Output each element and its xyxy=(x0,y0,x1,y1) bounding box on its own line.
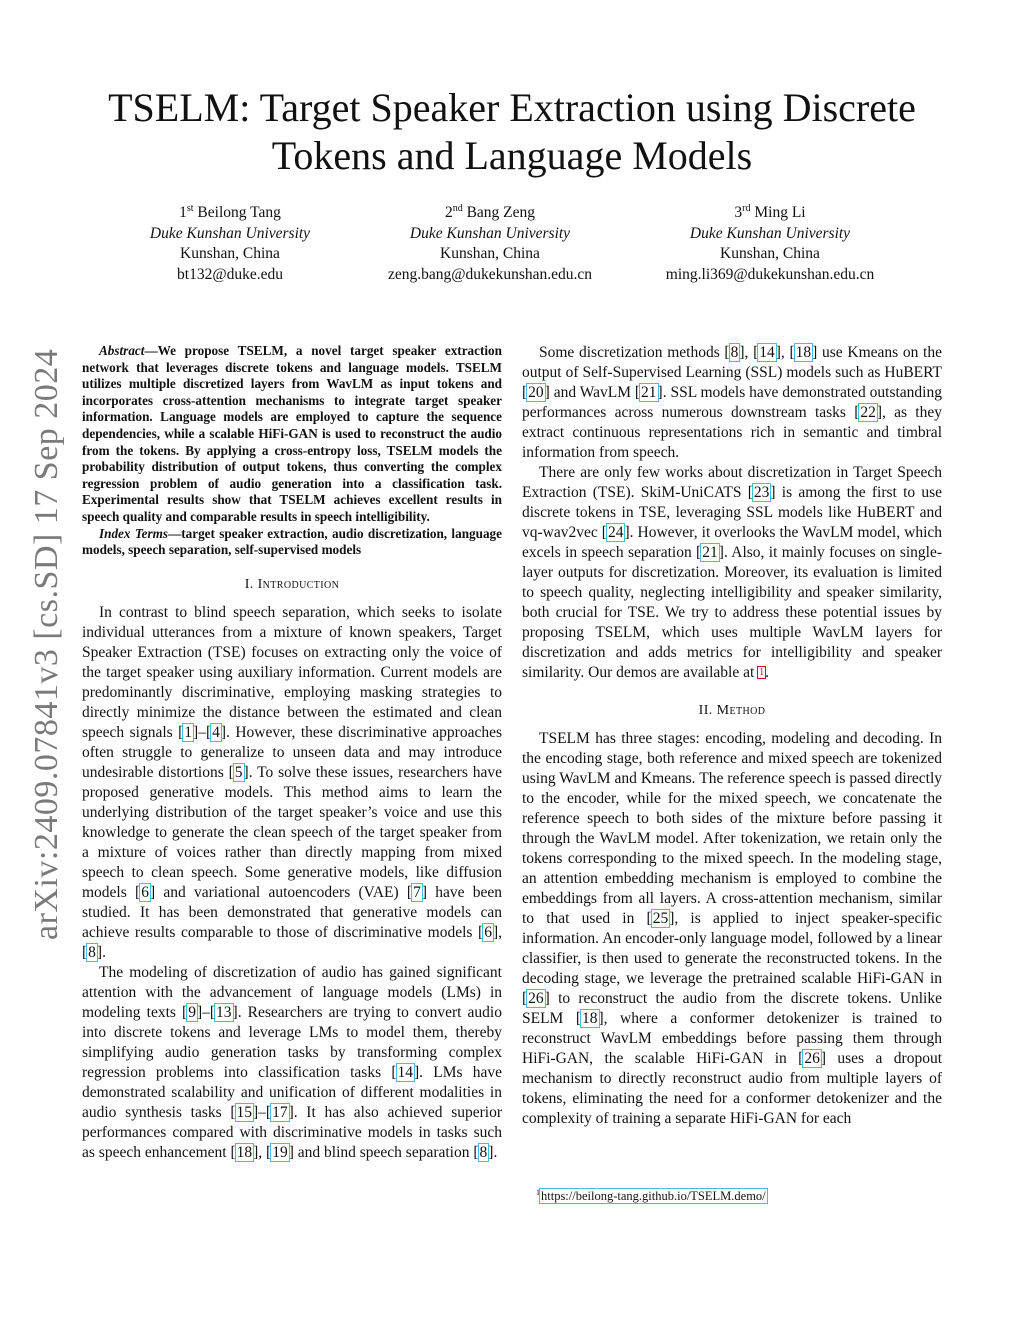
text-run: There are only few works about discretization in Target Speech Extraction (TSE). SkiM-UniCATS [ xyxy=(522,464,942,501)
author-affiliation: Duke Kunshan University xyxy=(409,224,571,242)
citation-link[interactable]: 5 xyxy=(234,763,243,781)
author-name: Bang Zeng xyxy=(466,204,536,221)
text-run: ]. However, it overlooks the WavLM model, which excels in speech separation [ xyxy=(522,524,943,561)
text-run: ]. Researchers are trying to convert audio into discrete tokens and leverage LMs to model them, thereby simplifying audio generation tasks by transforming complex regression problems into classification tasks [ xyxy=(82,1003,502,1081)
text-run: ], is applied to inject speaker-specific information. An encoder-only language model, followed by a linear classifier, is then used to generate the reconstructed tokens. In the decoding stage, we leverage the pretrained scalable HiFi-GAN in [ xyxy=(522,910,942,1007)
text-run: ]. SSL models have demonstrated outstanding performances across numerous downstream tasks [ xyxy=(522,384,942,421)
citation-link[interactable]: 15 xyxy=(236,1103,252,1121)
author-ordinal: 1 xyxy=(179,204,187,221)
footnote-mark: 1 xyxy=(536,1188,540,1197)
author-location: Kunshan, China xyxy=(180,245,280,262)
text-run: ], where a conformer detokenizer is trained to reconstruct WavLM embeddings before passing them through HiFi-GAN, the scalable HiFi-GAN in [ xyxy=(522,1010,942,1067)
paragraph xyxy=(522,463,942,683)
text-run: TSELM has three stages: encoding, modeling and decoding. In the encoding stage, both reference and mixed speech are tokenized using WavLM and Kmeans. The reference speech is passed directly to the encoder, while for the mixed speech, we concatenate the reference speech to both sides of the mixture before passing it through the WavLM model. After tokenization, we retain only the tokens corresponding to the mixed speech. In the modeling stage, an attention embedding mechanism is employed to combine the embeddings from all layers. A cross-attention mechanism, similar to that used in [ xyxy=(522,730,942,927)
index-terms-text: —target speaker extraction, audio discretization, language models, speech separation, self-supervised models xyxy=(82,525,502,558)
citation-link[interactable]: 21 xyxy=(702,544,718,561)
introduction-body xyxy=(82,603,502,1163)
text-run: In contrast to blind speech separation, which seeks to isolate individual utterances from a mixture of known speakers, Target Speaker Extraction (TSE) focuses on extracting only the voice of the target speaker using auxiliary information. Current models are predominantly discriminative, employing masking strategies to directly minimize the distance between the estimated and clean speech signals [ xyxy=(82,603,502,741)
citation-link[interactable]: 8 xyxy=(88,943,96,961)
author-3 xyxy=(610,203,930,285)
citation-link[interactable]: 4 xyxy=(212,723,220,741)
citation-link[interactable]: 18 xyxy=(236,1143,253,1161)
paragraph xyxy=(82,963,502,1163)
abstract-text: —We propose TSELM, a novel target speaker extraction network that leverages discrete tokens and language models. TSELM utilizes multiple discretized layers from WavLM as input tokens and incorporates cross-attention mechanisms to integrate target speaker information. Language models are employed to capture the sequence dependencies, while a scalable HiFi-GAN is used to reconstruct the audio from the tokens. By applying a cross-entropy loss, TSELM models the probability distribution of output tokens, thus converting the complex regression problem of audio generation into a classification task. Experimental results show that TSELM achieves excellent results in speech quality and comparable results in speech intelligibility. xyxy=(82,343,502,524)
text-run: ]–[ xyxy=(193,723,212,741)
text-run: . xyxy=(765,664,770,681)
left-column xyxy=(82,343,502,1163)
author-email: zeng.bang@dukekunshan.edu.cn xyxy=(387,265,593,283)
author-ordinal: 3 xyxy=(734,204,743,221)
text-run: ]. It has also achieved superior performances compared with discriminative models in tasks such as speech enhancement [ xyxy=(82,1103,502,1161)
text-run: ], as they extract continuous representations rich in semantic and timbral information from speech. xyxy=(522,404,942,461)
text-run: ] uses a dropout mechanism to directly reconstruct audio from multiple layers of tokens, eliminating the need for a conformer detokenizer and the complexity of training a separate HiFi-GAN for each xyxy=(522,1050,943,1127)
citation-link[interactable]: 26 xyxy=(528,990,544,1007)
arxiv-identifier: arXiv:2409.07841v3 [cs.SD] 17 Sep 2024 xyxy=(28,348,65,940)
text-run: ]–[ xyxy=(253,1103,272,1121)
section-heading-method: II. Method xyxy=(698,703,766,718)
section-heading-introduction: I. Introduction xyxy=(244,576,340,592)
citation-link[interactable]: 6 xyxy=(484,923,492,941)
text-run: ], [ xyxy=(775,344,795,361)
text-run: ] to reconstruct the audio from the discrete tokens. Unlike SELM [ xyxy=(522,990,942,1027)
author-affiliation: Duke Kunshan University xyxy=(149,224,311,242)
text-run: The modeling of discretization of audio has gained significant attention with the advancement of language models (LMs) in modeling texts [ xyxy=(82,963,502,1021)
index-terms-label: Index Terms xyxy=(99,525,169,541)
author-ordinal-suffix: rd xyxy=(742,202,751,214)
footnote-ref-link[interactable]: 1 xyxy=(759,667,765,678)
author-location: Kunshan, China xyxy=(720,245,820,262)
demo-link[interactable]: https://beilong-tang.github.io/TSELM.demo/ xyxy=(541,1189,766,1204)
abstract xyxy=(82,343,502,559)
citation-link[interactable]: 19 xyxy=(272,1143,288,1161)
text-run: ], [ xyxy=(82,923,502,961)
text-run: ]. xyxy=(96,943,106,961)
abstract-paragraph xyxy=(82,343,502,526)
text-run: ] and WavLM [ xyxy=(544,384,641,401)
citation-link[interactable]: 22 xyxy=(860,404,876,421)
citation-link[interactable]: 18 xyxy=(582,1010,598,1027)
citation-link[interactable]: 8 xyxy=(730,344,739,361)
text-run: ], [ xyxy=(253,1143,272,1161)
author-ordinal: 2 xyxy=(444,204,453,221)
citation-link[interactable]: 21 xyxy=(641,384,657,401)
text-run: ]. Also, it mainly focuses on single-layer outputs for discretization. Moreover, its evaluation is limited to speech quality, neglecting intelligibility and speaker similarity, both crucial for TSE. We try to address these potential issues by proposing TSELM, which uses multiple WavLM layers for discretization and adds metrics for intelligibility and speaker similarity. Our demos are available at xyxy=(522,544,942,681)
right-column xyxy=(522,343,942,1129)
author-affiliation: Duke Kunshan University xyxy=(689,224,851,242)
text-run: ]–[ xyxy=(196,1003,216,1021)
citation-link[interactable]: 26 xyxy=(804,1050,820,1067)
index-terms-paragraph xyxy=(82,526,502,559)
method-body xyxy=(522,729,942,1129)
citation-link[interactable]: 9 xyxy=(188,1003,196,1021)
citation-link[interactable]: 17 xyxy=(272,1103,288,1121)
author-location: Kunshan, China xyxy=(440,245,540,262)
author-name: Ming Li xyxy=(754,204,806,221)
text-run: ]. xyxy=(488,1143,498,1161)
author-ordinal-suffix: st xyxy=(186,202,194,214)
author-email: bt132@duke.edu xyxy=(177,265,283,283)
citation-link[interactable]: 20 xyxy=(528,384,544,401)
citation-link[interactable]: 8 xyxy=(479,1143,488,1161)
citation-link[interactable]: 7 xyxy=(413,883,421,901)
author-name: Beilong Tang xyxy=(197,204,281,221)
citation-link[interactable]: 23 xyxy=(753,484,770,501)
paragraph xyxy=(82,603,502,963)
text-run: Some discretization methods [ xyxy=(539,344,730,361)
citation-link[interactable]: 1 xyxy=(184,723,193,741)
text-run: ] and blind speech separation [ xyxy=(288,1143,479,1161)
text-run: ] is among the first to use discrete tokens in TSE, leveraging SSL models like HuBERT and vq-wav2vec [ xyxy=(522,484,943,541)
paragraph xyxy=(522,343,942,463)
text-run: ]. LMs have demonstrated scalability and unification of different modalities in audio synthesis tasks [ xyxy=(82,1063,502,1121)
text-run: ]. However, these discriminative approaches often struggle to generalize to unseen data and may introduce undesirable distortions [ xyxy=(82,723,502,781)
citation-link[interactable]: 14 xyxy=(759,344,775,361)
paragraph xyxy=(522,729,942,1129)
text-run: ], [ xyxy=(739,344,759,361)
footnote xyxy=(536,1185,767,1204)
citation-link[interactable]: 18 xyxy=(795,344,812,361)
citation-link[interactable]: 6 xyxy=(141,883,149,901)
paper-title: TSELM: Target Speaker Extraction using Discrete Tokens and Language Models xyxy=(108,85,916,178)
text-run: ] use Kmeans on the output of Self-Supervised Learning (SSL) models such as HuBERT [ xyxy=(522,344,942,401)
introduction-continued xyxy=(522,343,942,683)
author-ordinal-suffix: nd xyxy=(452,202,463,214)
author-2 xyxy=(330,203,650,285)
abstract-label: Abstract xyxy=(99,343,145,358)
text-run: ] and variational autoencoders (VAE) [ xyxy=(149,883,413,901)
citation-link[interactable]: 25 xyxy=(652,910,669,927)
text-run: ] have been studied. It has been demonstrated that generative models can achieve results comparable to those of discriminative models [ xyxy=(82,883,502,941)
citation-link[interactable]: 24 xyxy=(607,524,624,541)
text-run: ]. To solve these issues, researchers have proposed generative models. This method aims to learn the underlying distribution of the target speaker’s voice and use this knowledge to generate the clean speech of the target speaker from a mixture of voices rather than directly mapping from mixed speech to clean speech. Some generative models, like diffusion models [ xyxy=(82,763,502,901)
citation-link[interactable]: 14 xyxy=(397,1063,413,1081)
author-email: ming.li369@dukekunshan.edu.cn xyxy=(665,265,875,283)
citation-link[interactable]: 13 xyxy=(216,1003,232,1021)
